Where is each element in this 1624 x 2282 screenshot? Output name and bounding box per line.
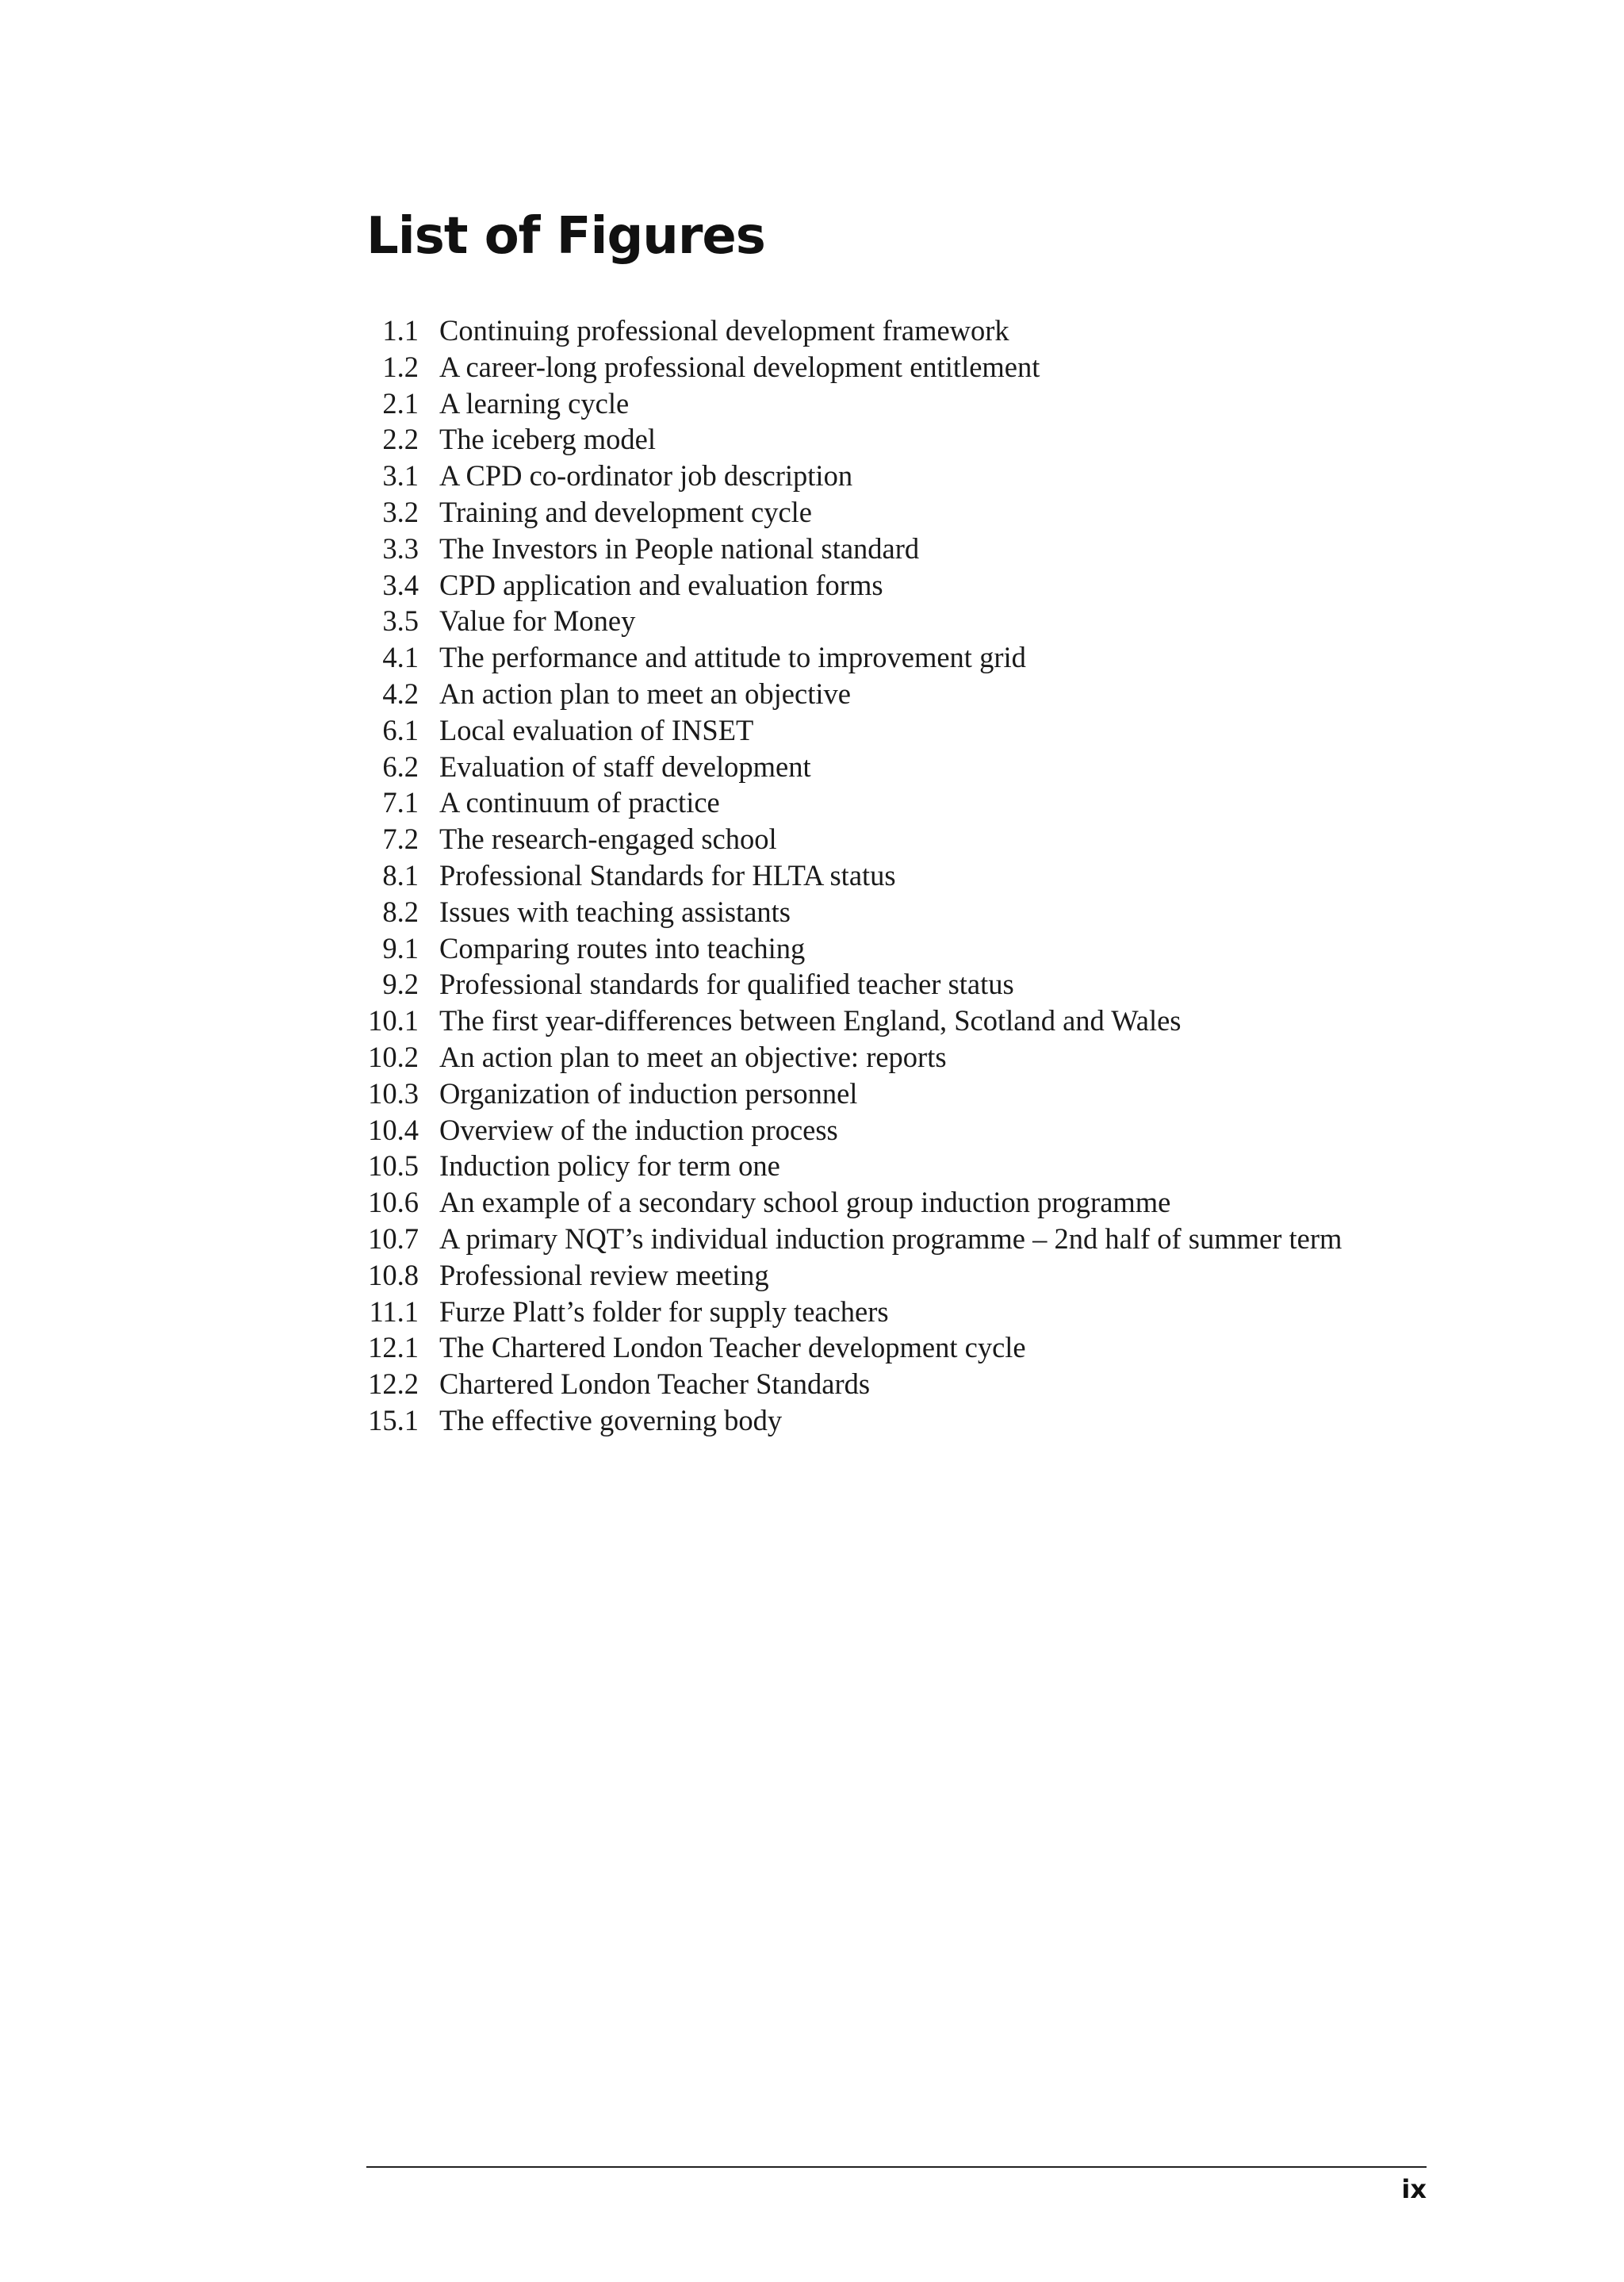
figure-number: 10.3 — [368, 1076, 419, 1110]
figure-title: The performance and attitude to improvement grid — [439, 641, 1026, 674]
figure-title: The Investors in People national standard — [439, 531, 920, 565]
figure-title: The research-engaged school — [439, 823, 777, 856]
figure-title: Comparing routes into teaching — [439, 931, 806, 965]
figure-entry — [349, 894, 1342, 930]
figure-entry — [349, 349, 1342, 385]
figure-number: 12.2 — [368, 1367, 419, 1401]
figure-number: 7.2 — [382, 823, 419, 856]
figure-number: 8.2 — [382, 895, 419, 928]
figure-entry — [349, 784, 1342, 821]
figure-list — [349, 313, 1342, 1439]
figure-title: CPD application and evaluation forms — [439, 568, 883, 601]
figure-title: The first year-differences between England, Scotland and Wales — [439, 1004, 1182, 1037]
figure-title: Continuing professional development framework — [439, 314, 1009, 347]
figure-title: The iceberg model — [439, 423, 656, 456]
figure-number: 10.1 — [368, 1004, 419, 1037]
figure-number: 4.1 — [382, 641, 419, 674]
figure-number: 4.2 — [382, 677, 419, 710]
page-number: ix — [1401, 2174, 1427, 2204]
figure-title: Professional review meeting — [439, 1258, 769, 1291]
figure-number: 3.5 — [382, 604, 419, 638]
figure-title: Training and development cycle — [439, 495, 812, 528]
figure-number: 6.2 — [382, 750, 419, 783]
figure-number: 15.1 — [368, 1403, 419, 1436]
figure-title: A learning cycle — [439, 386, 630, 420]
figure-title: Chartered London Teacher Standards — [439, 1367, 871, 1401]
figure-number: 6.1 — [382, 713, 419, 746]
figure-title: A continuum of practice — [439, 786, 720, 819]
figure-entry — [349, 639, 1342, 676]
figure-entry — [349, 1039, 1342, 1076]
figure-number: 7.1 — [382, 786, 419, 819]
figure-entry — [349, 1257, 1342, 1294]
figure-title: Overview of the induction process — [439, 1113, 838, 1146]
figure-number: 10.2 — [368, 1040, 419, 1073]
figure-number: 3.2 — [382, 495, 419, 528]
figure-title: Professional Standards for HLTA status — [439, 858, 896, 892]
figure-entry — [349, 313, 1342, 349]
figure-entry — [349, 1148, 1342, 1184]
figure-entry — [349, 966, 1342, 1003]
figure-entry — [349, 385, 1342, 422]
figure-number: 2.2 — [382, 423, 419, 456]
figure-entry — [349, 1112, 1342, 1149]
figure-number: 9.1 — [382, 931, 419, 965]
figure-title: Local evaluation of INSET — [439, 713, 754, 746]
figure-entry — [349, 712, 1342, 749]
figure-entry — [349, 1366, 1342, 1402]
figure-number: 10.5 — [368, 1149, 419, 1183]
figure-entry — [349, 1184, 1342, 1221]
figure-entry — [349, 458, 1342, 494]
figure-entry — [349, 821, 1342, 857]
figure-title: A CPD co-ordinator job description — [439, 459, 853, 493]
figure-title: An action plan to meet an objective: reports — [439, 1040, 947, 1073]
figure-number: 9.2 — [382, 968, 419, 1001]
figure-entry — [349, 603, 1342, 639]
figure-number: 10.6 — [368, 1186, 419, 1219]
figure-number: 1.2 — [382, 350, 419, 383]
figure-entry — [349, 421, 1342, 458]
figure-title: Induction policy for term one — [439, 1149, 780, 1183]
figure-entry — [349, 531, 1342, 567]
figure-title: An action plan to meet an objective — [439, 677, 851, 710]
figure-number: 8.1 — [382, 858, 419, 892]
figure-title: Organization of induction personnel — [439, 1076, 858, 1110]
figure-title: Furze Platt’s folder for supply teachers — [439, 1294, 889, 1328]
figure-number: 10.4 — [368, 1113, 419, 1146]
figure-title: The Chartered London Teacher development cycle — [439, 1331, 1026, 1364]
figure-number: 10.8 — [368, 1258, 419, 1291]
figure-entry — [349, 857, 1342, 894]
page-title: List of Figures — [366, 207, 765, 266]
figure-title: An example of a secondary school group induction programme — [439, 1186, 1171, 1219]
figure-number: 3.3 — [382, 531, 419, 565]
figure-number: 10.7 — [368, 1222, 419, 1255]
figure-title: Value for Money — [439, 604, 636, 638]
figure-title: The effective governing body — [439, 1403, 783, 1436]
figure-title: Issues with teaching assistants — [439, 895, 791, 928]
figure-entry — [349, 676, 1342, 712]
figure-entry — [349, 1294, 1342, 1330]
figure-entry — [349, 1329, 1342, 1366]
figure-number: 1.1 — [382, 314, 419, 347]
figure-entry — [349, 1003, 1342, 1039]
figure-entry — [349, 1402, 1342, 1439]
figure-entry — [349, 749, 1342, 785]
figure-title: A primary NQT’s individual induction programme – 2nd half of summer term — [439, 1222, 1342, 1255]
figure-title: A career-long professional development entitlement — [439, 350, 1040, 383]
footer-rule — [366, 2166, 1427, 2168]
figure-title: Professional standards for qualified teacher status — [439, 968, 1014, 1001]
figure-entry — [349, 567, 1342, 604]
figure-entry — [349, 930, 1342, 967]
figure-entry — [349, 1221, 1342, 1257]
figure-title: Evaluation of staff development — [439, 750, 811, 783]
figure-number: 3.4 — [382, 568, 419, 601]
figure-number: 3.1 — [382, 459, 419, 493]
figure-number: 2.1 — [382, 386, 419, 420]
figure-entry — [349, 1076, 1342, 1112]
figure-number: 11.1 — [369, 1294, 419, 1328]
figure-number: 12.1 — [368, 1331, 419, 1364]
figure-entry — [349, 494, 1342, 531]
